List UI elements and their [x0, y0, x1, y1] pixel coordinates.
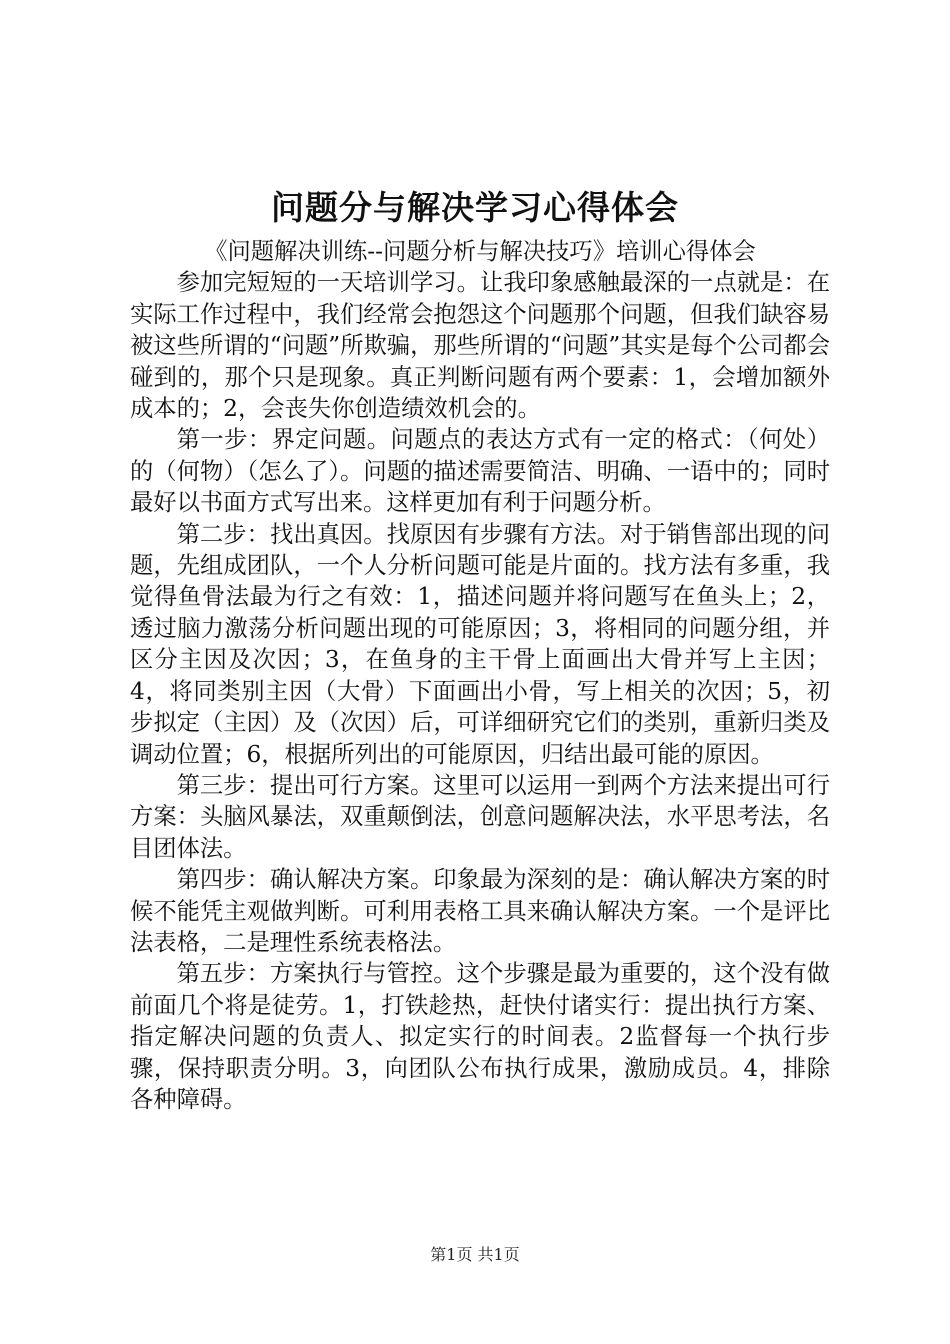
page-number-footer: 第1页 共1页 — [430, 1245, 520, 1264]
document-title: 问题分与解决学习心得体会 — [271, 188, 679, 227]
paragraph-intro: 参加完短短的一天培训学习。让我印象感触最深的一点就是：在实际工作过程中，我们经常会抱怨这个问题那个问题，但我们缺容易被这些所谓的“问题”所欺骗，那些所谓的“问题”其实是每个公司都会碰到的，那个只是现象。真正判断问题有两个要素：1，会增加额外成本的；2，会丧失你创造绩效机会的。 — [130, 269, 830, 423]
paragraph-step-4: 第四步：确认解决方案。印象最为深刻的是：确认解决方案的时候不能凭主观做判断。可利用表格工具来确认解决方案。一个是评比法表格，二是理性系统表格法。 — [130, 866, 830, 956]
paragraph-step-2: 第二步：找出真因。找原因有步骤有方法。对于销售部出现的问题，先组成团队，一个人分析问题可能是片面的。找方法有多重，我觉得鱼骨法最为行之有效：1，描述问题并将问题写在鱼头上；2，透过脑力激荡分析问题出现的可能原因；3，将相同的问题分组，并区分主因及次因；3，在鱼身的主干骨上面画出大骨并写上主因；4，将同类别主因（大骨）下面画出小骨，写上相关的次因；5，初步拟定（主因）及（次因）后，可详细研究它们的类别，重新归类及调动位置；6，根据所列出的可能原因，归结出最可能的原因。 — [130, 520, 830, 768]
document-subtitle: 《问题解决训练--问题分析与解决技巧》培训心得体会 — [204, 238, 756, 265]
paragraph-step-3: 第三步：提出可行方案。这里可以运用一到两个方法来提出可行方案：头脑风暴法，双重颠倒法，创意问题解决法，水平思考法，名目团体法。 — [130, 771, 830, 862]
document-body — [130, 236, 830, 1115]
paragraph-step-1: 第一步：界定问题。问题点的表达方式有一定的格式：（何处）的（何物）（怎么了）。问题的描述需要简洁、明确、一语中的；同时最好以书面方式写出来。这样更加有利于问题分析。 — [130, 426, 830, 517]
paragraph-step-5: 第五步：方案执行与管控。这个步骤是最为重要的，这个没有做前面几个将是徒劳。1，打铁趁热，赶快付诸实行：提出执行方案、指定解决问题的负责人、拟定实行的时间表。2监督每一个执行步骤，保持职责分明。3，向团队公布执行成果，激励成员。4，排除各种障碍。 — [130, 960, 830, 1113]
